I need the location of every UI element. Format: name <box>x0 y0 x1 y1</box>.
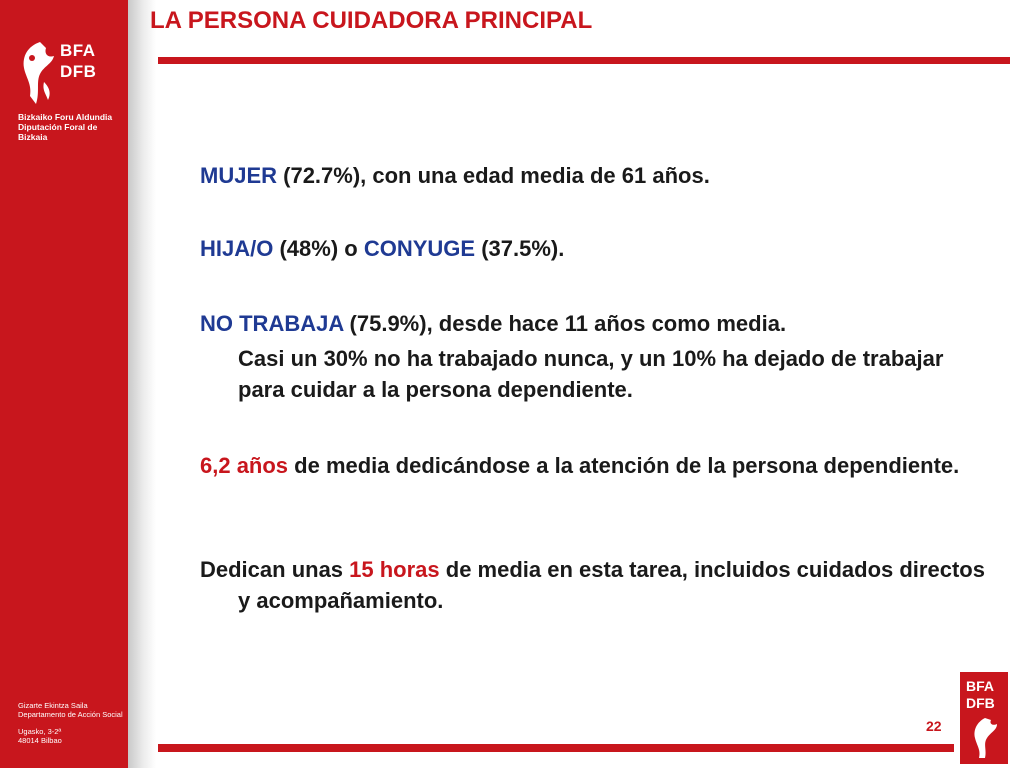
item-highlight: NO TRABAJA <box>200 311 344 336</box>
item-highlight: 6,2 años <box>200 453 289 478</box>
bfa-logo <box>18 38 114 108</box>
sub-item-text: Casi un 30% no ha trabajado nunca, y un 10% ha dejado de trabajar para cuidar a la persona dependiente. <box>238 346 944 402</box>
item-highlight: HIJA/O <box>200 236 274 261</box>
title-underline <box>158 57 1010 64</box>
item-highlight: 15 horas <box>349 557 440 582</box>
sidebar-shadow <box>128 0 156 768</box>
org-name-basque: Bizkaiko Foru Aldundia <box>18 112 113 122</box>
footer-logo <box>960 672 1008 764</box>
address-street: Ugasko, 3-2ª <box>18 727 62 736</box>
slide-title: LA PERSONA CUIDADORA PRINCIPAL <box>150 7 593 34</box>
item-highlight: CONYUGE <box>363 236 476 261</box>
footer-rule <box>158 744 954 752</box>
address-city: 48014 Bilbao <box>18 736 62 745</box>
item-text: (37.5%). <box>475 236 565 261</box>
page-number: 22 <box>926 718 942 734</box>
item-highlight: MUJER <box>200 163 278 188</box>
item-text: Dedican unas <box>200 557 350 582</box>
department-info <box>18 701 123 745</box>
footer-logo-line-2: DFB <box>966 695 995 711</box>
org-name-spanish: Diputación Foral de Bizkaia <box>18 122 98 142</box>
logo-line-2: DFB <box>60 62 97 81</box>
item-text: (75.9%), desde hace 11 años como media. <box>343 311 787 336</box>
organization-name <box>18 112 128 142</box>
dept-name-spanish: Departamento de Acción Social <box>18 710 123 719</box>
item-text: de media en esta tarea, incluidos cuidados directos y acompañamiento. <box>238 557 985 613</box>
footer-logo-line-1: BFA <box>966 678 994 694</box>
item-text: de media dedicándose a la atención de la persona dependiente. <box>288 453 960 478</box>
bullet-item <box>200 450 998 481</box>
item-text: (48%) o <box>273 236 364 261</box>
item-text: (72.7%), con una edad media de 61 años. <box>277 163 710 188</box>
logo-line-1: BFA <box>60 41 96 60</box>
bullet-item <box>200 233 998 264</box>
sidebar <box>0 0 128 768</box>
bullet-item <box>200 160 998 191</box>
dept-name-basque: Gizarte Ekintza Saila <box>18 701 88 710</box>
footer-emblem-icon <box>969 716 999 760</box>
bullet-item <box>200 308 998 339</box>
bullet-item <box>200 554 998 616</box>
emblem-icon <box>18 38 58 108</box>
